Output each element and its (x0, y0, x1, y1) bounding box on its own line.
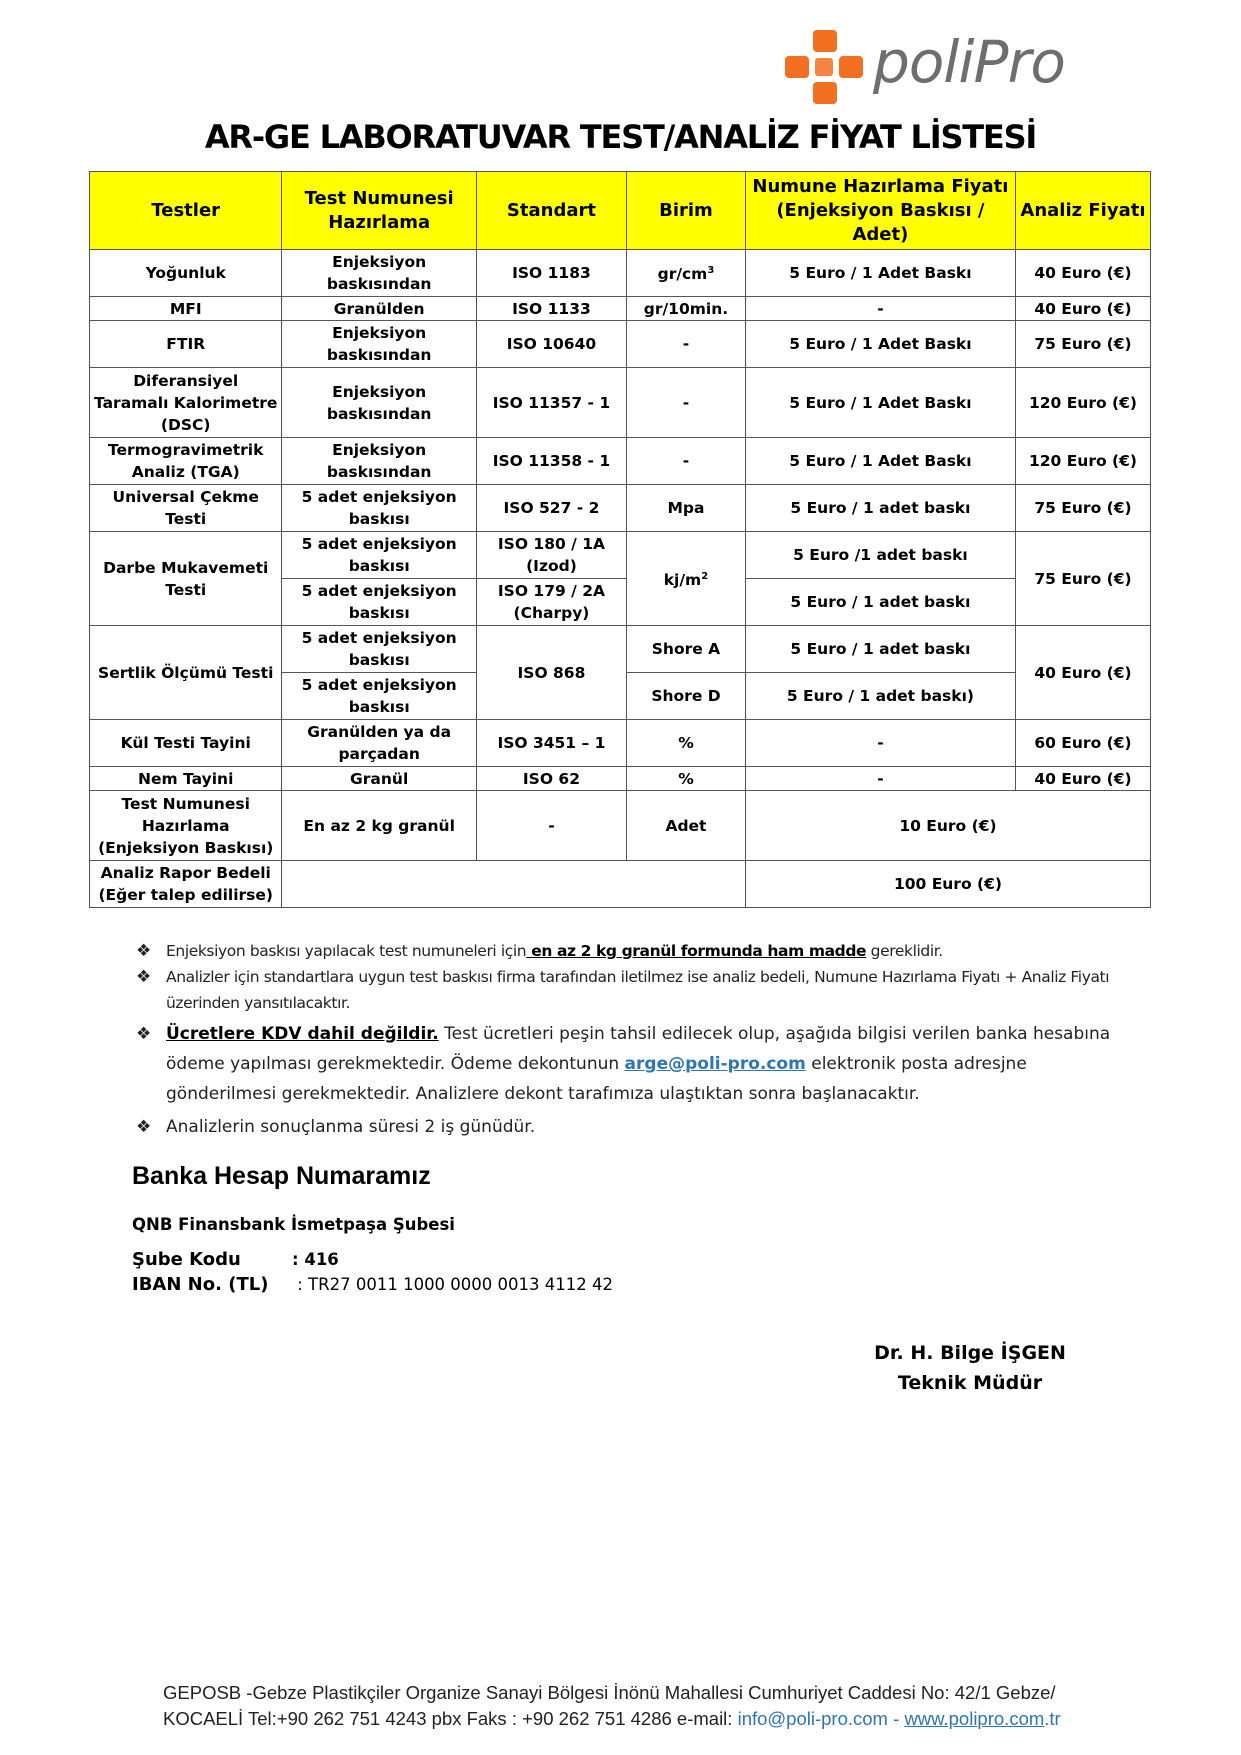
page-title: AR-GE LABORATUVAR TEST/ANALİZ FİYAT LİSTESİ (204, 118, 1037, 156)
sample-prep: 5 adet enjeksiyon baskısı (282, 579, 476, 626)
test-name: Analiz Rapor Bedeli (Eğer talep edilirse) (90, 861, 282, 908)
price-table (89, 171, 1151, 908)
sample-prep: 5 adet enjeksiyon baskısı (282, 626, 476, 673)
standard: ISO 11357 - 1 (476, 368, 626, 438)
standard: ISO 868 (476, 626, 626, 720)
unit: Mpa (627, 485, 746, 532)
notes-list (136, 938, 1136, 1142)
prep-price: 5 Euro / 1 adet baskı (745, 626, 1015, 673)
polipro-logo (785, 24, 1065, 104)
iban-row: IBAN No. (TL) : TR27 0011 1000 0000 0013 4112 42 (132, 1274, 614, 1295)
standard: ISO 179 / 2A (Charpy) (476, 579, 626, 626)
analysis-price: 10 Euro (€) (745, 791, 1150, 861)
analysis-price: 120 Euro (€) (1015, 438, 1150, 485)
prep-price: 5 Euro / 1 adet baskı) (745, 673, 1015, 720)
standard: - (476, 791, 626, 861)
diamond-bullet-icon: ❖ (136, 967, 151, 987)
polipro-cross-icon (785, 30, 869, 104)
table-row (90, 791, 1151, 861)
analysis-price: 60 Euro (€) (1015, 720, 1150, 767)
signature (820, 1338, 1120, 1398)
sample-prep: Enjeksiyon baskısından (282, 321, 476, 368)
analysis-price: 40 Euro (€) (1015, 250, 1150, 297)
unit: - (627, 438, 746, 485)
prep-price: 5 Euro / 1 adet baskı (745, 579, 1015, 626)
sample-prep: 5 adet enjeksiyon baskısı (282, 673, 476, 720)
table-row (90, 321, 1151, 368)
table-row (90, 250, 1151, 297)
email-link[interactable]: arge@poli-pro.com (624, 1054, 806, 1074)
prep-price: 5 Euro / 1 Adet Baskı (745, 438, 1015, 485)
table-row (90, 720, 1151, 767)
sample-prep: 5 adet enjeksiyon baskısı (282, 532, 476, 579)
bank-title: Banka Hesap Numaramız (132, 1162, 431, 1190)
sample-prep: 5 adet enjeksiyon baskısı (282, 485, 476, 532)
note-item: ❖ Enjeksiyon baskısı yapılacak test numuneleri için en az 2 kg granül formunda ham madde gereklidir. (136, 938, 1136, 964)
test-name: Kül Testi Tayini (90, 720, 282, 767)
test-name: Nem Tayini (90, 767, 282, 791)
table-row (90, 368, 1151, 438)
test-name: Yoğunluk (90, 250, 282, 297)
standard: ISO 1133 (476, 297, 626, 321)
unit: - (627, 321, 746, 368)
prep-price: - (745, 720, 1015, 767)
analysis-price: 75 Euro (€) (1015, 321, 1150, 368)
note-item: ❖ Analizlerin sonuçlanma süresi 2 iş günüdür. (136, 1112, 1136, 1142)
branch-code-row: Şube Kodu : 416 (132, 1249, 339, 1270)
test-name: Test Numunesi Hazırlama (Enjeksiyon Baskısı) (90, 791, 282, 861)
footer-web-link[interactable]: www.polipro.com (904, 1708, 1045, 1729)
prep-price: - (745, 767, 1015, 791)
note-item: ❖ Analizler için standartlara uygun test baskısı firma tarafından iletilmez ise analiz bedeli, Numune Hazırlama Fiyatı + Analiz Fiyatı üzerinden yansıtılacaktır. (136, 964, 1136, 1016)
sample-prep: En az 2 kg granül (282, 791, 476, 861)
table-row (90, 532, 1151, 579)
unit: Shore D (627, 673, 746, 720)
note-item: ❖ Ücretlere KDV dahil değildir. Test ücretleri peşin tahsil edilecek olup, aşağıda bilgisi verilen banka hesabına ödeme yapılması gerekmektedir. Ödeme dekontunun arge@poli-pro.com elektronik posta adresjne gönderilmesi gerekmektedir. Analizlere dekont tarafımıza ulaştıktan sonra başlanacaktır. (136, 1019, 1136, 1109)
table-row (90, 767, 1151, 791)
logo-text: poliPro (873, 28, 1065, 96)
header-cell: Analiz Fiyatı (1015, 172, 1150, 250)
prep-price: 5 Euro / 1 Adet Baskı (745, 321, 1015, 368)
analysis-price: 40 Euro (€) (1015, 767, 1150, 791)
unit: % (627, 720, 746, 767)
prep-price: 5 Euro /1 adet baskı (745, 532, 1015, 579)
header-cell: Numune Hazırlama Fiyatı (Enjeksiyon Baskısı / Adet) (745, 172, 1015, 250)
table-row (90, 861, 1151, 908)
header-cell: Testler (90, 172, 282, 250)
diamond-bullet-icon: ❖ (136, 1024, 152, 1044)
analysis-price: 40 Euro (€) (1015, 626, 1150, 720)
diamond-bullet-icon: ❖ (136, 1117, 152, 1137)
analysis-price: 120 Euro (€) (1015, 368, 1150, 438)
prep-price: - (745, 297, 1015, 321)
standard: ISO 180 / 1A (Izod) (476, 532, 626, 579)
footer (163, 1680, 1163, 1732)
unit: Shore A (627, 626, 746, 673)
test-name: Darbe Mukavemeti Testi (90, 532, 282, 626)
empty-cell (282, 861, 745, 908)
test-name: Sertlik Ölçümü Testi (90, 626, 282, 720)
sample-prep: Enjeksiyon baskısından (282, 438, 476, 485)
sample-prep: Enjeksiyon baskısından (282, 368, 476, 438)
standard: ISO 527 - 2 (476, 485, 626, 532)
unit: gr/10min. (627, 297, 746, 321)
signatory-role: Teknik Müdür (897, 1372, 1043, 1394)
prep-price: 5 Euro / 1 Adet Baskı (745, 250, 1015, 297)
test-name: Universal Çekme Testi (90, 485, 282, 532)
sample-prep: Enjeksiyon baskısından (282, 250, 476, 297)
analysis-price: 75 Euro (€) (1015, 485, 1150, 532)
unit: $kj/m^2$ (627, 532, 746, 626)
footer-email-link[interactable]: info@poli-pro.com (737, 1708, 888, 1729)
unit: Adet (627, 791, 746, 861)
prep-price: 5 Euro / 1 adet baskı (745, 485, 1015, 532)
standard: ISO 1183 (476, 250, 626, 297)
standard: ISO 11358 - 1 (476, 438, 626, 485)
standard: ISO 10640 (476, 321, 626, 368)
analysis-price: 75 Euro (€) (1015, 532, 1150, 626)
sample-prep: Granülden ya da parçadan (282, 720, 476, 767)
analysis-price: 40 Euro (€) (1015, 297, 1150, 321)
sample-prep: Granül (282, 767, 476, 791)
header-cell: Standart (476, 172, 626, 250)
header-cell: Birim (627, 172, 746, 250)
footer-address: GEPOSB -Gebze Plastikçiler Organize Sanayi Bölgesi İnönü Mahallesi Cumhuriyet Caddesi No: 42/1 Gebze/ (163, 1682, 1056, 1703)
table-row (90, 297, 1151, 321)
test-name: MFI (90, 297, 282, 321)
table-row (90, 626, 1151, 673)
footer-contact: KOCAELİ Tel:+90 262 751 4243 pbx Faks : +90 262 751 4286 e-mail: info@poli-pro.com - www.polipro.com.tr (163, 1708, 1061, 1729)
header-cell: Test Numunesi Hazırlama (282, 172, 476, 250)
diamond-bullet-icon: ❖ (136, 941, 151, 961)
analysis-price: 100 Euro (€) (745, 861, 1150, 908)
standard: ISO 62 (476, 767, 626, 791)
table-row (90, 438, 1151, 485)
test-name: Termogravimetrik Analiz (TGA) (90, 438, 282, 485)
test-name: FTIR (90, 321, 282, 368)
table-header-row (90, 172, 1151, 250)
test-name: Diferansiyel Taramalı Kalorimetre (DSC) (90, 368, 282, 438)
unit: % (627, 767, 746, 791)
prep-price: 5 Euro / 1 Adet Baskı (745, 368, 1015, 438)
unit: $gr/cm^3$ (627, 250, 746, 297)
unit: - (627, 368, 746, 438)
bank-name: QNB Finansbank İsmetpaşa Şubesi (132, 1215, 455, 1234)
table-row (90, 485, 1151, 532)
sample-prep: Granülden (282, 297, 476, 321)
standard: ISO 3451 – 1 (476, 720, 626, 767)
signatory-name: Dr. H. Bilge İŞGEN (874, 1342, 1066, 1364)
